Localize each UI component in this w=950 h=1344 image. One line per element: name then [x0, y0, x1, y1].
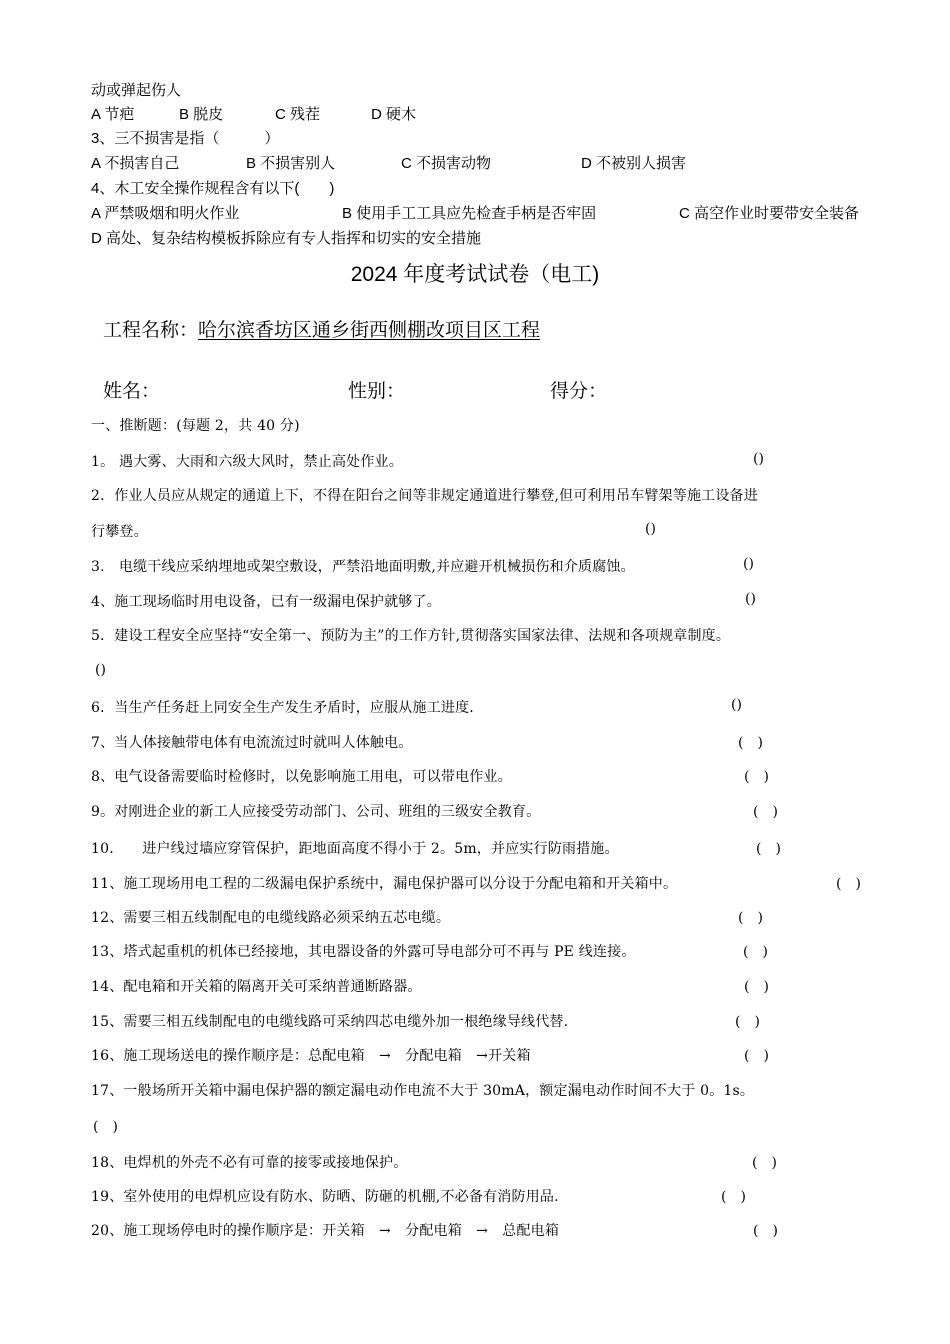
question-16: 16、施工现场送电的操作顺序是：总配电箱 → 分配电箱 →开关箱 [91, 1048, 531, 1064]
q3-option-a: A 不损害自己 [91, 155, 180, 172]
answer-bracket-9: ( ) [753, 804, 778, 820]
score-label: 得分： [550, 381, 608, 402]
q4-option-d: D 高处、复杂结构模板拆除应有专人指挥和切实的安全措施 [91, 230, 482, 247]
answer-bracket-6: () [731, 697, 742, 713]
answer-bracket-16: ( ) [744, 1048, 769, 1064]
q2-option-b: B 脱皮 [179, 106, 224, 123]
q4-option-c: C 高空作业时要带安全装备 [679, 205, 860, 222]
question-2-continuation: 行攀登。 [91, 524, 148, 540]
exam-title: 2024 年度考试试卷（电工) [350, 263, 600, 286]
question-3-electric: 3. 电缆干线应采纳埋地或架空敷设，严禁沿地面明敷,并应避开机械损伤和介质腐蚀。 [91, 559, 635, 575]
question-14: 14、配电箱和开关箱的隔离开关可采纳普通断路器。 [91, 979, 422, 995]
answer-bracket-13: ( ) [743, 944, 768, 960]
project-name: 哈尔滨香坊区通乡街西侧棚改项目区工程 [198, 320, 541, 341]
q4-option-a: A 严禁吸烟和明火作业 [91, 205, 240, 222]
question-5: 5．建设工程安全应坚持“安全第一、预防为主”的工作方针,贯彻落实国家法律、法规和各项规章制度。 [91, 628, 731, 644]
question-18: 18、电焊机的外壳不必有可靠的接零或接地保护。 [91, 1155, 408, 1171]
answer-bracket-15: ( ) [735, 1014, 760, 1030]
answer-bracket-17: ( ) [93, 1119, 118, 1135]
question-7: 7、当人体接触带电体有电流流过时就叫人体触电。 [91, 735, 413, 751]
question-1: 1。 遇大雾、大雨和六级大风时，禁止高处作业。 [91, 454, 403, 470]
gender-label: 性别： [348, 381, 406, 402]
answer-bracket-4: () [745, 591, 756, 607]
project-row [103, 315, 540, 342]
question-20: 20、施工现场停电时的操作顺序是：开关箱 → 分配电箱 → 总配电箱 [91, 1223, 560, 1239]
question-11: 11、施工现场用电工程的二级漏电保护系统中，漏电保护器可以分设于分配电箱和开关箱中。 [91, 876, 678, 892]
answer-bracket-11: ( ) [836, 876, 861, 892]
name-label: 姓名： [103, 381, 161, 402]
question-15: 15、需要三相五线制配电的电缆线路可采纳四芯电缆外加一根绝缘导线代替. [91, 1014, 569, 1030]
q3-option-b: B 不损害别人 [246, 155, 336, 172]
answer-bracket-19: ( ) [721, 1189, 746, 1205]
question-3: 3、三不损害是指（ ） [91, 130, 280, 147]
question-4: 4、木工安全操作规程含有以下( ) [91, 180, 335, 197]
question-2: 2．作业人员应从规定的通道上下，不得在阳台之间等非规定通道进行攀登,但可利用吊车臂架等施工设备进 [91, 488, 758, 504]
question-6: 6．当生产任务赶上同安全生产发生矛盾时，应服从施工进度. [91, 700, 474, 716]
q2-option-a: A 节疤 [91, 106, 135, 123]
question-continuation: 动或弹起伤人 [91, 82, 182, 99]
question-4-electric: 4、施工现场临时用电设备，已有一级漏电保护就够了。 [91, 594, 441, 610]
section-heading: 一、推断题：(每题 2，共 40 分) [91, 418, 300, 434]
answer-bracket-3: () [743, 556, 754, 572]
answer-bracket-8: ( ) [744, 769, 769, 785]
answer-bracket-18: ( ) [752, 1155, 777, 1171]
question-8: 8、电气设备需要临时检修时，以免影响施工用电，可以带电作业。 [91, 769, 512, 785]
q3-option-d: D 不被别人损害 [581, 155, 687, 172]
answer-bracket-1: () [753, 451, 764, 467]
question-12: 12、需要三相五线制配电的电缆线路必须采纳五芯电缆。 [91, 910, 451, 926]
q2-option-c: C 残茬 [275, 106, 321, 123]
answer-bracket-5: () [95, 662, 106, 678]
q2-option-d: D 硬木 [371, 106, 417, 123]
answer-bracket-14: ( ) [744, 979, 769, 995]
answer-bracket-2: () [645, 521, 656, 537]
question-19: 19、室外使用的电焊机应设有防水、防晒、防砸的机棚,不必备有消防用品. [91, 1189, 559, 1205]
q4-option-b: B 使用手工工具应先检查手柄是否牢固 [342, 205, 597, 222]
question-13: 13、塔式起重机的机体已经接地，其电器设备的外露可导电部分可不再与 PE 线连接。 [91, 944, 636, 960]
answer-bracket-7: ( ) [738, 735, 763, 751]
answer-bracket-12: ( ) [738, 910, 763, 926]
answer-bracket-20: ( ) [753, 1223, 778, 1239]
question-10: 10. 进户线过墙应穿管保护，距地面高度不得小于 2。5m，并应实行防雨措施。 [91, 841, 619, 857]
q3-option-c: C 不损害动物 [401, 155, 492, 172]
project-label: 工程名称： [103, 320, 199, 341]
question-17: 17、一般场所开关箱中漏电保护器的额定漏电动作电流不大于 30mA，额定漏电动作时间不大于 0。1s。 [91, 1083, 755, 1099]
answer-bracket-10: ( ) [756, 841, 781, 857]
question-9: 9。对刚进企业的新工人应接受劳动部门、公司、班组的三级安全教育。 [91, 804, 541, 820]
